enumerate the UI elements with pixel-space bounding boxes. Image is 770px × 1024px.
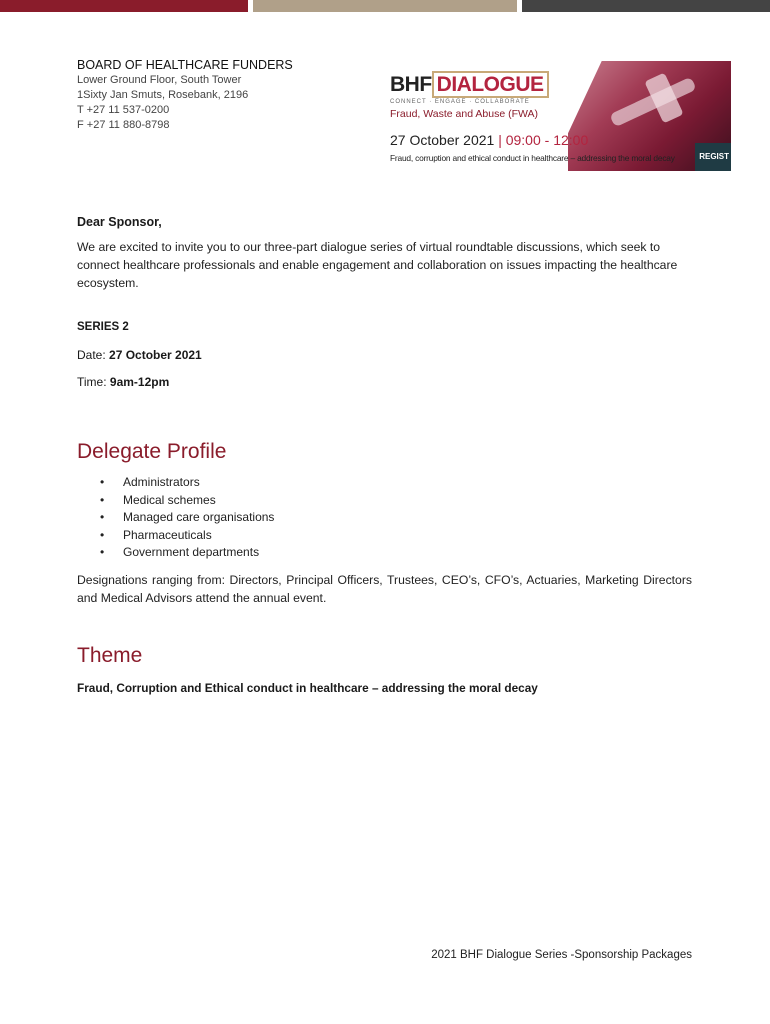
bullet-icon: • xyxy=(100,510,105,524)
banner-separator: | xyxy=(498,132,502,148)
event-time xyxy=(77,375,169,389)
register-button[interactable]: REGIST xyxy=(695,143,731,171)
theme-text: Fraud, Corruption and Ethical conduct in healthcare – addressing the moral decay xyxy=(77,681,538,695)
banner-time: 09:00 - 12:00 xyxy=(505,132,589,148)
list-item-label: Pharmaceuticals xyxy=(123,527,212,542)
list-item xyxy=(100,509,274,527)
bullet-icon: • xyxy=(100,492,105,507)
theme-heading: Theme xyxy=(77,644,143,667)
bullet-icon: • xyxy=(100,527,105,542)
bullet-icon: • xyxy=(100,545,105,559)
intro-paragraph: We are excited to invite you to our three-part dialogue series of virtual roundtable discussions, which seek to connect healthcare professionals and enable engagement and collaboration on issues impacting the healthcare ecosystem. xyxy=(77,240,678,290)
banner-theme: Fraud, corruption and ethical conduct in healthcare – addressing the moral decay xyxy=(390,153,675,163)
list-item xyxy=(100,527,274,545)
top-bar-tan-segment xyxy=(253,0,517,12)
series-label: SERIES 2 xyxy=(77,321,129,333)
banner-tagline: CONNECT · ENGAGE · COLLABORATE xyxy=(390,99,530,105)
banner-subtitle: Fraud, Waste and Abuse (FWA) xyxy=(390,108,539,120)
top-color-bar xyxy=(0,0,770,14)
banner-date-time xyxy=(390,132,588,148)
delegate-profile-heading: Delegate Profile xyxy=(77,440,227,463)
date-label: Date: xyxy=(77,348,110,362)
list-item-label: Government departments xyxy=(123,545,260,559)
letterhead-address xyxy=(77,58,293,133)
list-item xyxy=(100,474,274,492)
address-line-1: Lower Ground Floor, South Tower xyxy=(77,74,242,86)
list-item-label: Managed care organisations xyxy=(123,510,275,524)
logo-dialogue-text: DIALOGUE xyxy=(432,71,549,98)
bhf-dialogue-logo xyxy=(390,73,549,97)
time-label: Time: xyxy=(77,375,110,389)
address-line-2: 1Sixty Jan Smuts, Rosebank, 2196 xyxy=(77,89,249,101)
top-bar-red-segment xyxy=(0,0,248,12)
date-value: 27 October 2021 xyxy=(109,348,202,362)
designations-paragraph: Designations ranging from: Directors, Principal Officers, Trustees, CEO’s, CFO’s, Actuaries, Marketing Directors and Medical Advisors attend the annual event. xyxy=(77,573,692,605)
time-value: 9am-12pm xyxy=(109,375,170,389)
salutation: Dear Sponsor, xyxy=(77,215,162,229)
list-item xyxy=(100,544,274,562)
list-item-label: Medical schemes xyxy=(123,492,216,507)
logo-bhf-text: BHF xyxy=(390,73,432,96)
top-bar-dark-segment xyxy=(522,0,770,12)
organization-name: BOARD OF HEALTHCARE FUNDERS xyxy=(77,58,293,72)
fax-number: F +27 11 880-8798 xyxy=(77,119,170,131)
delegate-list xyxy=(100,474,274,562)
list-item-label: Administrators xyxy=(123,475,200,489)
page-footer: 2021 BHF Dialogue Series -Sponsorship Packages xyxy=(431,949,692,961)
list-item xyxy=(100,492,274,510)
event-banner[interactable] xyxy=(388,61,731,171)
bullet-icon: • xyxy=(100,475,105,489)
event-date xyxy=(77,348,202,362)
phone-number: T +27 11 537-0200 xyxy=(77,104,170,116)
banner-date: 27 October 2021 xyxy=(390,132,495,148)
